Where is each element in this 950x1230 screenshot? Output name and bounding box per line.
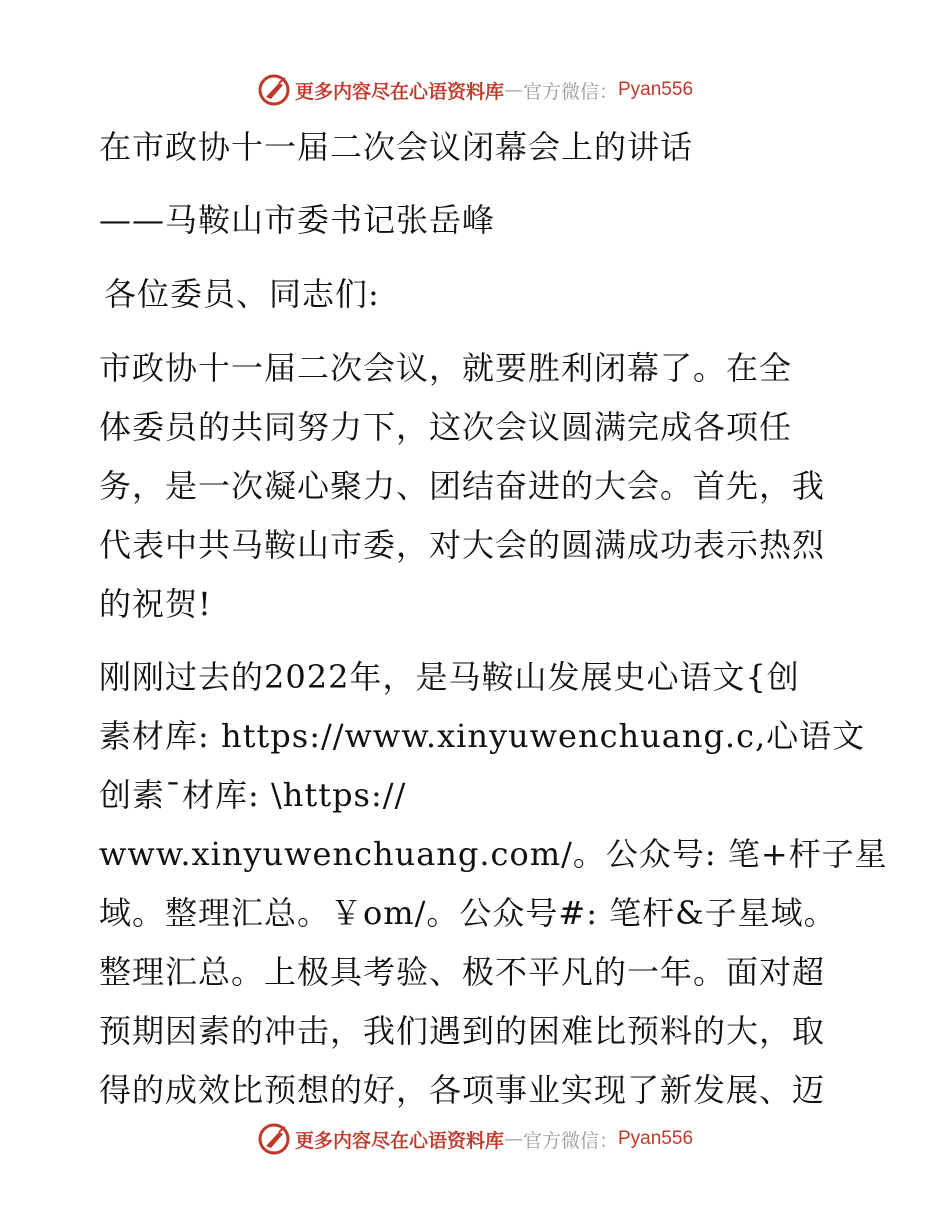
watermark-wechat-label: 官方微信：	[522, 80, 618, 103]
paragraph-line: 预期因素的冲击，我们遇到的困难比预料的大，取	[99, 1012, 826, 1050]
paragraph-line: 整理汇总。上极具考验、极不平凡的一年。面对超	[99, 953, 826, 991]
watermark-separator: —	[503, 79, 523, 101]
document-title: 在市政协十一届二次会议闭幕会上的讲话	[99, 128, 694, 166]
quill-pen-logo-icon	[257, 1122, 291, 1156]
paragraph-line: 务，是一次凝心聚力、团结奋进的大会。首先，我	[99, 467, 826, 505]
paragraph-line: 得的成效比预想的好，各项事业实现了新发展、迈	[99, 1071, 826, 1109]
document-salutation: 各位委员、同志们:	[104, 275, 380, 313]
watermark-brand: 更多内容尽在心语资料库	[294, 80, 504, 103]
watermark-banner-top	[0, 70, 950, 110]
watermark-separator: —	[503, 1128, 523, 1150]
watermark-banner-bottom	[0, 1119, 950, 1159]
paragraph-line: 的祝贺!	[99, 585, 212, 623]
paragraph-line: 素材库: https://www.xinyuwenchuang.c,心语文	[99, 717, 866, 755]
quill-pen-logo-icon	[257, 73, 291, 107]
watermark-brand: 更多内容尽在心语资料库	[294, 1129, 504, 1152]
paragraph-line: 代表中共马鞍山市委，对大会的圆满成功表示热烈	[99, 526, 826, 564]
paragraph-line: 域。整理汇总。￥om/。公众号#: 笔杆&子星域。	[99, 894, 837, 932]
paragraph-line: 体委员的共同努力下，这次会议圆满完成各项任	[99, 408, 793, 446]
paragraph-line: 创素¯材库: \https://	[99, 776, 407, 814]
paragraph-line: 刚刚过去的2022年，是马鞍山发展史心语文{创	[99, 658, 800, 696]
paragraph-line: www.xinyuwenchuang.com/。公众号: 笔+杆子星	[99, 835, 888, 873]
watermark-wechat-label: 官方微信：	[522, 1129, 618, 1152]
document-subtitle: ——马鞍山市委书记张岳峰	[99, 201, 496, 239]
watermark-wechat-id: Pyan556	[618, 79, 694, 100]
watermark-wechat-id: Pyan556	[618, 1128, 694, 1149]
paragraph-line: 市政协十一届二次会议，就要胜利闭幕了。在全	[99, 349, 793, 387]
